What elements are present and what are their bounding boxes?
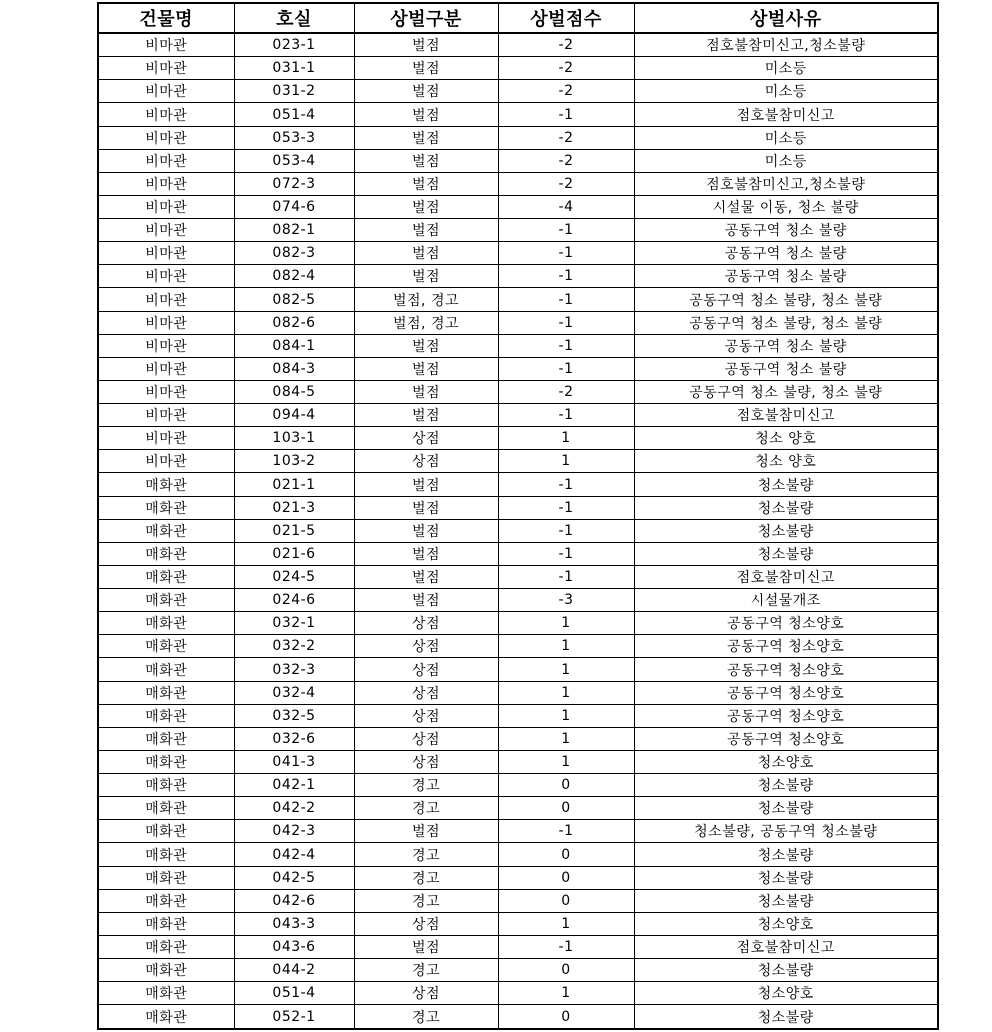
cell-reason: 청소불량 bbox=[634, 496, 938, 519]
table-row bbox=[98, 542, 938, 565]
cell-category: 벌점 bbox=[354, 242, 498, 265]
cell-category: 벌점 bbox=[354, 103, 498, 126]
cell-building: 비마관 bbox=[98, 427, 234, 450]
cell-category: 벌점 bbox=[354, 219, 498, 242]
cell-reason: 청소불량 bbox=[634, 1005, 938, 1029]
cell-building: 비마관 bbox=[98, 149, 234, 172]
cell-room: 021-5 bbox=[234, 519, 354, 542]
cell-reason: 공동구역 청소양호 bbox=[634, 612, 938, 635]
cell-reason: 점호불참미신고 bbox=[634, 103, 938, 126]
cell-room: 044-2 bbox=[234, 959, 354, 982]
cell-building: 비마관 bbox=[98, 172, 234, 195]
cell-reason: 점호불참미신고,청소불량 bbox=[634, 33, 938, 57]
cell-reason: 공동구역 청소양호 bbox=[634, 635, 938, 658]
cell-room: 052-1 bbox=[234, 1005, 354, 1029]
table-row bbox=[98, 57, 938, 80]
cell-score: -1 bbox=[498, 265, 634, 288]
cell-building: 비마관 bbox=[98, 357, 234, 380]
cell-score: -2 bbox=[498, 33, 634, 57]
cell-room: 103-2 bbox=[234, 450, 354, 473]
cell-category: 상점 bbox=[354, 727, 498, 750]
cell-category: 상점 bbox=[354, 704, 498, 727]
cell-category: 경고 bbox=[354, 889, 498, 912]
cell-score: 1 bbox=[498, 982, 634, 1005]
cell-room: 043-3 bbox=[234, 912, 354, 935]
cell-building: 매화관 bbox=[98, 565, 234, 588]
table-row bbox=[98, 635, 938, 658]
cell-score: 0 bbox=[498, 889, 634, 912]
cell-room: 082-5 bbox=[234, 288, 354, 311]
cell-category: 벌점 bbox=[354, 935, 498, 958]
cell-score: 1 bbox=[498, 681, 634, 704]
cell-room: 053-3 bbox=[234, 126, 354, 149]
cell-category: 벌점 bbox=[354, 565, 498, 588]
cell-category: 경고 bbox=[354, 959, 498, 982]
cell-room: 042-5 bbox=[234, 866, 354, 889]
table-row bbox=[98, 727, 938, 750]
cell-reason: 청소불량, 공동구역 청소불량 bbox=[634, 820, 938, 843]
cell-reason: 청소불량 bbox=[634, 959, 938, 982]
cell-building: 비마관 bbox=[98, 126, 234, 149]
cell-category: 벌점 bbox=[354, 149, 498, 172]
cell-building: 비마관 bbox=[98, 219, 234, 242]
cell-reason: 공동구역 청소 불량, 청소 불량 bbox=[634, 288, 938, 311]
cell-score: 1 bbox=[498, 727, 634, 750]
cell-reason: 공동구역 청소 불량 bbox=[634, 219, 938, 242]
cell-score: -2 bbox=[498, 149, 634, 172]
cell-reason: 청소양호 bbox=[634, 982, 938, 1005]
cell-room: 021-6 bbox=[234, 542, 354, 565]
cell-building: 매화관 bbox=[98, 959, 234, 982]
cell-category: 벌점 bbox=[354, 172, 498, 195]
cell-category: 벌점 bbox=[354, 80, 498, 103]
table-row bbox=[98, 380, 938, 403]
cell-room: 053-4 bbox=[234, 149, 354, 172]
cell-score: -1 bbox=[498, 519, 634, 542]
cell-reason: 미소등 bbox=[634, 57, 938, 80]
cell-room: 082-3 bbox=[234, 242, 354, 265]
col-header-score: 상벌점수 bbox=[498, 3, 634, 33]
cell-building: 매화관 bbox=[98, 658, 234, 681]
cell-building: 매화관 bbox=[98, 820, 234, 843]
cell-room: 043-6 bbox=[234, 935, 354, 958]
cell-room: 032-3 bbox=[234, 658, 354, 681]
cell-score: -2 bbox=[498, 57, 634, 80]
cell-building: 매화관 bbox=[98, 542, 234, 565]
cell-category: 벌점 bbox=[354, 380, 498, 403]
cell-category: 벌점 bbox=[354, 404, 498, 427]
cell-category: 상점 bbox=[354, 450, 498, 473]
cell-room: 094-4 bbox=[234, 404, 354, 427]
cell-reason: 청소 양호 bbox=[634, 450, 938, 473]
cell-building: 매화관 bbox=[98, 935, 234, 958]
cell-category: 벌점 bbox=[354, 334, 498, 357]
cell-reason: 청소 양호 bbox=[634, 427, 938, 450]
cell-building: 비마관 bbox=[98, 195, 234, 218]
cell-score: 0 bbox=[498, 843, 634, 866]
table-row bbox=[98, 219, 938, 242]
cell-score: -1 bbox=[498, 288, 634, 311]
header-row bbox=[98, 3, 938, 33]
cell-category: 경고 bbox=[354, 866, 498, 889]
cell-reason: 청소양호 bbox=[634, 912, 938, 935]
cell-reason: 시설물개조 bbox=[634, 589, 938, 612]
cell-building: 매화관 bbox=[98, 912, 234, 935]
table-row bbox=[98, 172, 938, 195]
table-row bbox=[98, 519, 938, 542]
cell-score: -1 bbox=[498, 565, 634, 588]
cell-category: 상점 bbox=[354, 912, 498, 935]
cell-score: 1 bbox=[498, 658, 634, 681]
cell-room: 024-5 bbox=[234, 565, 354, 588]
col-header-reason: 상벌사유 bbox=[634, 3, 938, 33]
cell-score: 1 bbox=[498, 612, 634, 635]
cell-category: 상점 bbox=[354, 427, 498, 450]
table-row bbox=[98, 612, 938, 635]
cell-score: -1 bbox=[498, 103, 634, 126]
cell-room: 032-2 bbox=[234, 635, 354, 658]
table-row bbox=[98, 311, 938, 334]
cell-building: 매화관 bbox=[98, 635, 234, 658]
cell-score: -1 bbox=[498, 820, 634, 843]
cell-score: 1 bbox=[498, 912, 634, 935]
cell-room: 051-4 bbox=[234, 103, 354, 126]
cell-building: 매화관 bbox=[98, 473, 234, 496]
col-header-category: 상벌구분 bbox=[354, 3, 498, 33]
table-row bbox=[98, 33, 938, 57]
cell-building: 매화관 bbox=[98, 704, 234, 727]
cell-reason: 점호불참미신고 bbox=[634, 565, 938, 588]
cell-building: 비마관 bbox=[98, 265, 234, 288]
cell-building: 매화관 bbox=[98, 727, 234, 750]
table-row bbox=[98, 334, 938, 357]
cell-category: 벌점 bbox=[354, 519, 498, 542]
cell-reason: 공동구역 청소 불량 bbox=[634, 357, 938, 380]
cell-reason: 공동구역 청소 불량 bbox=[634, 334, 938, 357]
cell-building: 비마관 bbox=[98, 103, 234, 126]
cell-category: 벌점 bbox=[354, 126, 498, 149]
cell-room: 031-1 bbox=[234, 57, 354, 80]
cell-category: 벌점 bbox=[354, 589, 498, 612]
cell-room: 042-3 bbox=[234, 820, 354, 843]
cell-reason: 공동구역 청소 불량 bbox=[634, 265, 938, 288]
cell-score: -2 bbox=[498, 80, 634, 103]
cell-building: 매화관 bbox=[98, 496, 234, 519]
cell-reason: 시설물 이동, 청소 불량 bbox=[634, 195, 938, 218]
cell-category: 벌점 bbox=[354, 820, 498, 843]
cell-reason: 미소등 bbox=[634, 126, 938, 149]
cell-building: 비마관 bbox=[98, 334, 234, 357]
cell-room: 021-1 bbox=[234, 473, 354, 496]
cell-building: 비마관 bbox=[98, 288, 234, 311]
merit-demerit-table bbox=[97, 2, 939, 1030]
cell-reason: 공동구역 청소양호 bbox=[634, 681, 938, 704]
cell-category: 벌점, 경고 bbox=[354, 288, 498, 311]
cell-reason: 청소불량 bbox=[634, 774, 938, 797]
cell-room: 084-5 bbox=[234, 380, 354, 403]
table-row bbox=[98, 1005, 938, 1029]
cell-score: -1 bbox=[498, 242, 634, 265]
cell-room: 042-4 bbox=[234, 843, 354, 866]
cell-building: 매화관 bbox=[98, 843, 234, 866]
cell-building: 비마관 bbox=[98, 450, 234, 473]
cell-reason: 청소불량 bbox=[634, 797, 938, 820]
table-row bbox=[98, 912, 938, 935]
table-body bbox=[98, 33, 938, 1029]
table-row bbox=[98, 195, 938, 218]
cell-building: 비마관 bbox=[98, 57, 234, 80]
cell-reason: 공동구역 청소양호 bbox=[634, 727, 938, 750]
table-row bbox=[98, 103, 938, 126]
cell-room: 082-4 bbox=[234, 265, 354, 288]
cell-reason: 청소불량 bbox=[634, 519, 938, 542]
table-row bbox=[98, 450, 938, 473]
cell-score: -3 bbox=[498, 589, 634, 612]
cell-room: 024-6 bbox=[234, 589, 354, 612]
cell-category: 벌점 bbox=[354, 265, 498, 288]
table-row bbox=[98, 149, 938, 172]
col-header-building: 건물명 bbox=[98, 3, 234, 33]
cell-category: 상점 bbox=[354, 658, 498, 681]
cell-reason: 점호불참미신고,청소불량 bbox=[634, 172, 938, 195]
cell-score: -1 bbox=[498, 334, 634, 357]
table-row bbox=[98, 80, 938, 103]
cell-room: 051-4 bbox=[234, 982, 354, 1005]
cell-score: 1 bbox=[498, 635, 634, 658]
cell-category: 경고 bbox=[354, 1005, 498, 1029]
cell-reason: 점호불참미신고 bbox=[634, 935, 938, 958]
cell-room: 032-4 bbox=[234, 681, 354, 704]
cell-category: 상점 bbox=[354, 612, 498, 635]
cell-room: 032-1 bbox=[234, 612, 354, 635]
table-row bbox=[98, 820, 938, 843]
cell-reason: 청소불량 bbox=[634, 889, 938, 912]
cell-room: 072-3 bbox=[234, 172, 354, 195]
table-row bbox=[98, 935, 938, 958]
cell-score: -1 bbox=[498, 219, 634, 242]
table-row bbox=[98, 797, 938, 820]
cell-room: 082-1 bbox=[234, 219, 354, 242]
cell-score: -2 bbox=[498, 126, 634, 149]
cell-category: 벌점 bbox=[354, 496, 498, 519]
cell-building: 매화관 bbox=[98, 889, 234, 912]
cell-category: 벌점 bbox=[354, 57, 498, 80]
cell-category: 벌점 bbox=[354, 33, 498, 57]
cell-category: 벌점 bbox=[354, 357, 498, 380]
cell-score: -4 bbox=[498, 195, 634, 218]
cell-room: 042-1 bbox=[234, 774, 354, 797]
cell-score: -1 bbox=[498, 935, 634, 958]
cell-reason: 청소불량 bbox=[634, 542, 938, 565]
cell-category: 벌점 bbox=[354, 542, 498, 565]
table-row bbox=[98, 357, 938, 380]
table-row bbox=[98, 889, 938, 912]
cell-room: 074-6 bbox=[234, 195, 354, 218]
cell-reason: 청소불량 bbox=[634, 866, 938, 889]
cell-room: 042-2 bbox=[234, 797, 354, 820]
cell-reason: 공동구역 청소 불량 bbox=[634, 242, 938, 265]
table-row bbox=[98, 404, 938, 427]
table-row bbox=[98, 982, 938, 1005]
cell-building: 비마관 bbox=[98, 242, 234, 265]
cell-reason: 청소불량 bbox=[634, 843, 938, 866]
cell-reason: 공동구역 청소양호 bbox=[634, 658, 938, 681]
cell-reason: 미소등 bbox=[634, 80, 938, 103]
cell-building: 매화관 bbox=[98, 774, 234, 797]
cell-score: 0 bbox=[498, 866, 634, 889]
cell-reason: 점호불참미신고 bbox=[634, 404, 938, 427]
cell-building: 매화관 bbox=[98, 866, 234, 889]
cell-category: 상점 bbox=[354, 635, 498, 658]
cell-room: 042-6 bbox=[234, 889, 354, 912]
table-row bbox=[98, 589, 938, 612]
cell-score: 1 bbox=[498, 450, 634, 473]
table-row bbox=[98, 704, 938, 727]
cell-reason: 청소양호 bbox=[634, 750, 938, 773]
cell-building: 매화관 bbox=[98, 589, 234, 612]
cell-room: 023-1 bbox=[234, 33, 354, 57]
cell-building: 비마관 bbox=[98, 80, 234, 103]
cell-building: 비마관 bbox=[98, 311, 234, 334]
cell-score: -1 bbox=[498, 542, 634, 565]
table-row bbox=[98, 658, 938, 681]
cell-building: 매화관 bbox=[98, 750, 234, 773]
table-row bbox=[98, 681, 938, 704]
cell-score: 0 bbox=[498, 774, 634, 797]
cell-building: 매화관 bbox=[98, 519, 234, 542]
cell-room: 082-6 bbox=[234, 311, 354, 334]
table-row bbox=[98, 265, 938, 288]
cell-room: 084-3 bbox=[234, 357, 354, 380]
cell-score: -1 bbox=[498, 311, 634, 334]
cell-room: 032-5 bbox=[234, 704, 354, 727]
cell-category: 벌점 bbox=[354, 473, 498, 496]
cell-category: 경고 bbox=[354, 774, 498, 797]
table-row bbox=[98, 774, 938, 797]
cell-score: 1 bbox=[498, 750, 634, 773]
cell-category: 상점 bbox=[354, 750, 498, 773]
cell-building: 매화관 bbox=[98, 681, 234, 704]
cell-room: 041-3 bbox=[234, 750, 354, 773]
table-row bbox=[98, 242, 938, 265]
table-row bbox=[98, 288, 938, 311]
cell-reason: 공동구역 청소 불량, 청소 불량 bbox=[634, 311, 938, 334]
cell-score: -1 bbox=[498, 496, 634, 519]
cell-room: 103-1 bbox=[234, 427, 354, 450]
cell-room: 032-6 bbox=[234, 727, 354, 750]
table-row bbox=[98, 866, 938, 889]
col-header-room: 호실 bbox=[234, 3, 354, 33]
cell-building: 비마관 bbox=[98, 33, 234, 57]
cell-score: -1 bbox=[498, 473, 634, 496]
table-row bbox=[98, 565, 938, 588]
cell-category: 벌점 bbox=[354, 195, 498, 218]
table-row bbox=[98, 473, 938, 496]
cell-score: 0 bbox=[498, 797, 634, 820]
cell-score: 0 bbox=[498, 959, 634, 982]
cell-reason: 공동구역 청소 불량, 청소 불량 bbox=[634, 380, 938, 403]
cell-category: 경고 bbox=[354, 843, 498, 866]
cell-category: 상점 bbox=[354, 982, 498, 1005]
table-row bbox=[98, 750, 938, 773]
table-row bbox=[98, 843, 938, 866]
cell-building: 매화관 bbox=[98, 612, 234, 635]
table-row bbox=[98, 959, 938, 982]
table-row bbox=[98, 427, 938, 450]
cell-building: 매화관 bbox=[98, 1005, 234, 1029]
cell-room: 084-1 bbox=[234, 334, 354, 357]
table-row bbox=[98, 496, 938, 519]
cell-score: -2 bbox=[498, 380, 634, 403]
cell-reason: 공동구역 청소양호 bbox=[634, 704, 938, 727]
cell-room: 021-3 bbox=[234, 496, 354, 519]
cell-reason: 미소등 bbox=[634, 149, 938, 172]
cell-building: 매화관 bbox=[98, 797, 234, 820]
cell-score: -2 bbox=[498, 172, 634, 195]
cell-room: 031-2 bbox=[234, 80, 354, 103]
cell-category: 경고 bbox=[354, 797, 498, 820]
cell-building: 비마관 bbox=[98, 404, 234, 427]
cell-category: 벌점, 경고 bbox=[354, 311, 498, 334]
cell-building: 비마관 bbox=[98, 380, 234, 403]
cell-building: 매화관 bbox=[98, 982, 234, 1005]
cell-score: 1 bbox=[498, 704, 634, 727]
cell-score: 1 bbox=[498, 427, 634, 450]
cell-category: 상점 bbox=[354, 681, 498, 704]
cell-reason: 청소불량 bbox=[634, 473, 938, 496]
cell-score: -1 bbox=[498, 357, 634, 380]
cell-score: 0 bbox=[498, 1005, 634, 1029]
cell-score: -1 bbox=[498, 404, 634, 427]
table-row bbox=[98, 126, 938, 149]
